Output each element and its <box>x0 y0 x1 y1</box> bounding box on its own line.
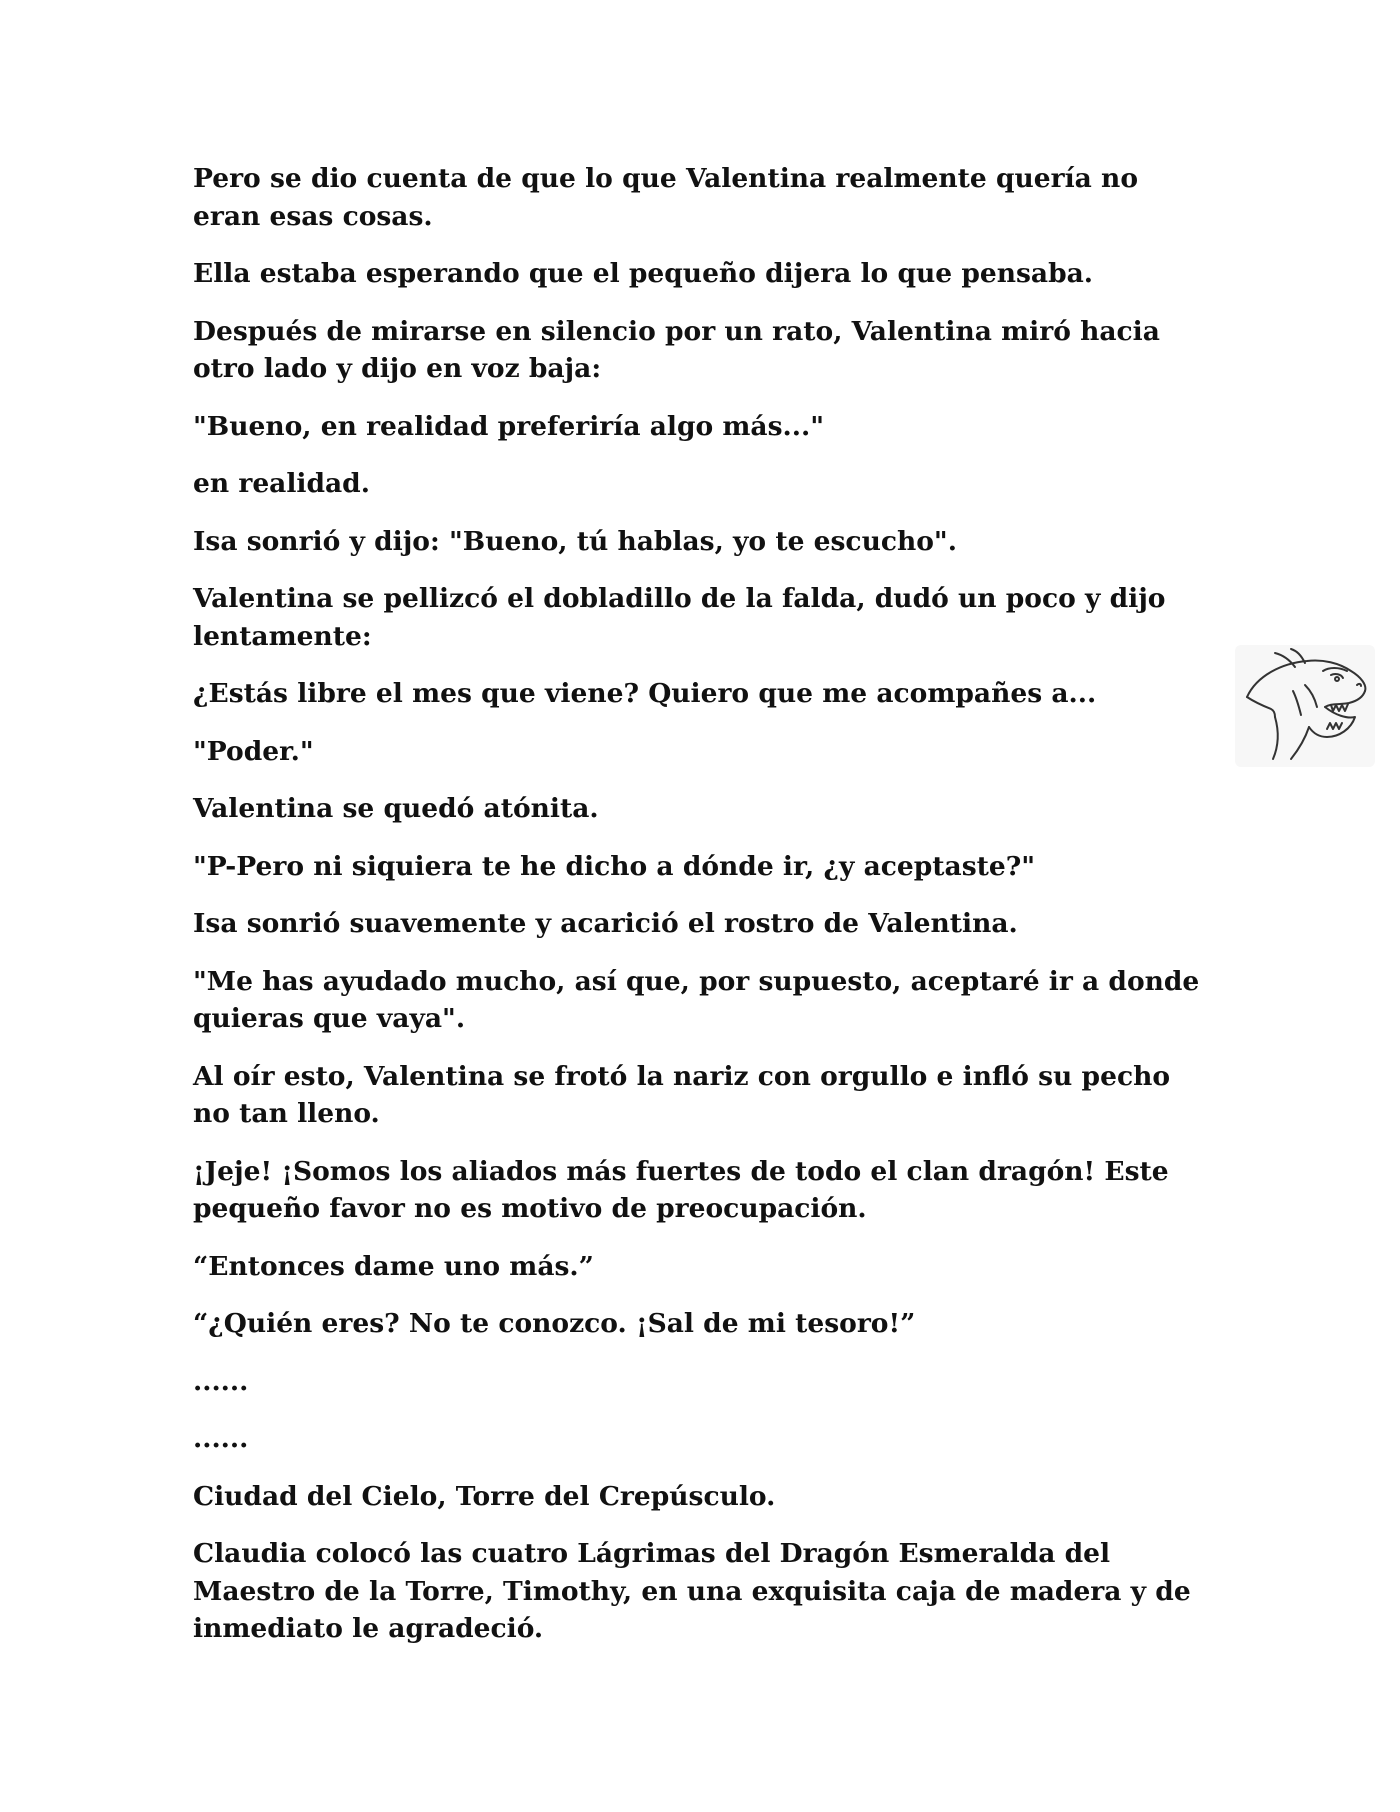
paragraph: Después de mirarse en silencio por un rato, Valentina miró hacia otro lado y dijo en voz baja: <box>193 315 1160 384</box>
paragraph: Valentina se quedó atónita. <box>193 793 599 824</box>
paragraph: ¡Jeje! ¡Somos los aliados más fuertes de todo el clan dragón! Este pequeño favor no es motivo de preocupación. <box>193 1155 1169 1224</box>
paragraph: “Entonces dame uno más.” <box>193 1250 594 1282</box>
paragraph: "Bueno, en realidad preferiría algo más..." <box>193 410 825 442</box>
paragraph: Valentina se pellizcó el dobladillo de la falda, dudó un poco y dijo lentamente: <box>193 583 1166 652</box>
dragon-head-icon <box>1235 645 1375 767</box>
paragraph: “¿Quién eres? No te conozco. ¡Sal de mi tesoro!” <box>193 1308 916 1339</box>
paragraph: ¿Estás libre el mes que viene? Quiero que me acompañes a... <box>193 678 1097 709</box>
paragraph: Ella estaba esperando que el pequeño dijera lo que pensaba. <box>193 258 1094 289</box>
paragraph: Pero se dio cuenta de que lo que Valentina realmente quería no eran esas cosas. <box>193 163 1138 232</box>
paragraph: "P-Pero ni siquiera te he dicho a dónde ir, ¿y aceptaste?" <box>193 850 1036 882</box>
paragraph: Al oír esto, Valentina se frotó la nariz con orgullo e infló su pecho no tan lleno. <box>193 1060 1171 1129</box>
paragraph: "Me has ayudado mucho, así que, por supuesto, aceptaré ir a donde quieras que vaya". <box>193 965 1200 1034</box>
paragraph: ...... <box>193 1423 249 1454</box>
paragraph: Ciudad del Cielo, Torre del Crepúsculo. <box>193 1480 776 1512</box>
paragraph: en realidad. <box>193 468 370 499</box>
paragraph: Isa sonrió y dijo: "Bueno, tú hablas, yo te escucho". <box>193 525 957 557</box>
paragraph: Isa sonrió suavemente y acarició el rostro de Valentina. <box>193 908 1018 939</box>
paragraph: ...... <box>193 1365 249 1397</box>
story-text <box>193 160 1213 1668</box>
dragon-head-drawing <box>1235 645 1375 767</box>
paragraph: "Poder." <box>193 735 314 767</box>
paragraph: Claudia colocó las cuatro Lágrimas del Dragón Esmeralda del Maestro de la Torre, Timothy, en una exquisita caja de madera y de inmediato le agradeció. <box>193 1538 1191 1644</box>
